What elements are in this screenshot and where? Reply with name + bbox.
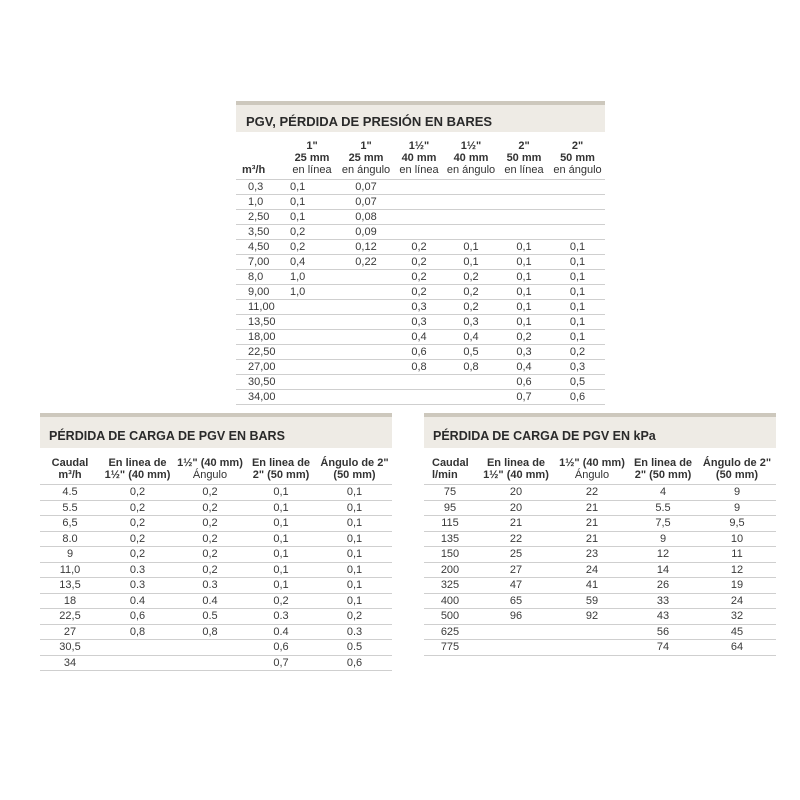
- table-row: [236, 285, 605, 300]
- loss-cell: [394, 180, 444, 195]
- flow-cell: 135: [424, 531, 476, 547]
- loss-cell: 12: [698, 562, 776, 578]
- flow-cell: 775: [424, 640, 476, 656]
- loss-cell: [498, 195, 550, 210]
- loss-cell: 0,1: [245, 531, 317, 547]
- column-header: 1" 25 mm en línea: [292, 140, 332, 176]
- loss-cell: 25: [476, 547, 556, 563]
- loss-cell: 0,1: [550, 270, 605, 285]
- loss-cell: 7,5: [628, 516, 698, 532]
- pressure-loss-kpa-title: PÉRDIDA DE CARGA DE PGV EN kPa: [424, 413, 776, 448]
- loss-cell: 0,2: [100, 531, 175, 547]
- loss-cell: 21: [556, 500, 628, 516]
- loss-cell: 96: [476, 609, 556, 625]
- flow-cell: 11,0: [40, 562, 100, 578]
- loss-cell: 0.3: [100, 578, 175, 594]
- loss-cell: 0,1: [286, 195, 338, 210]
- column-header: En linea de 2" (50 mm): [633, 457, 693, 481]
- loss-cell: 0,2: [100, 547, 175, 563]
- loss-cell: 0,6: [100, 609, 175, 625]
- table-row: [236, 300, 605, 315]
- loss-cell: 64: [698, 640, 776, 656]
- loss-cell: 0,2: [175, 562, 245, 578]
- table-row: [424, 593, 776, 609]
- loss-cell: [338, 390, 394, 405]
- loss-cell: 65: [476, 593, 556, 609]
- loss-cell: 0,8: [100, 624, 175, 640]
- table-row: [40, 500, 392, 516]
- loss-cell: 0,8: [444, 360, 498, 375]
- flow-cell: 625: [424, 624, 476, 640]
- loss-cell: 0,4: [444, 330, 498, 345]
- loss-cell: [338, 315, 394, 330]
- loss-cell: 0,1: [317, 516, 392, 532]
- table-row: [424, 500, 776, 516]
- pressure-loss-bars-panel: [40, 413, 392, 671]
- table-row: [40, 655, 392, 671]
- loss-cell: 21: [556, 531, 628, 547]
- loss-cell: [444, 195, 498, 210]
- loss-cell: 0,1: [245, 562, 317, 578]
- loss-cell: 24: [698, 593, 776, 609]
- loss-cell: 0,2: [444, 270, 498, 285]
- loss-cell: 5.5: [628, 500, 698, 516]
- table-row: [424, 531, 776, 547]
- header-row: [424, 457, 776, 485]
- flow-cell: 34,00: [236, 390, 286, 405]
- loss-cell: 0,1: [245, 500, 317, 516]
- loss-cell: 0,2: [286, 240, 338, 255]
- loss-cell: 0,08: [338, 210, 394, 225]
- pressure-loss-bares-panel: [236, 101, 605, 405]
- loss-cell: 0,1: [444, 255, 498, 270]
- loss-cell: 0.3: [175, 578, 245, 594]
- flow-cell: 9: [40, 547, 100, 563]
- flow-cell: 6,5: [40, 516, 100, 532]
- loss-cell: 92: [556, 609, 628, 625]
- loss-cell: 0,1: [550, 285, 605, 300]
- flow-cell: 13,5: [40, 578, 100, 594]
- flow-cell: 115: [424, 516, 476, 532]
- table-row: [236, 390, 605, 405]
- flow-cell: 13,50: [236, 315, 286, 330]
- flow-cell: 22,50: [236, 345, 286, 360]
- loss-cell: [444, 180, 498, 195]
- loss-cell: 4: [628, 485, 698, 501]
- table-row: [40, 547, 392, 563]
- loss-cell: 0.5: [175, 609, 245, 625]
- loss-cell: 0,2: [175, 500, 245, 516]
- loss-cell: [476, 624, 556, 640]
- column-header: Ángulo de 2" (50 mm): [320, 457, 389, 481]
- loss-cell: 0,1: [286, 180, 338, 195]
- table-row: [236, 345, 605, 360]
- loss-cell: [338, 360, 394, 375]
- loss-cell: 0,1: [317, 485, 392, 501]
- flow-cell: 4,50: [236, 240, 286, 255]
- loss-cell: 0,1: [498, 270, 550, 285]
- loss-cell: 19: [698, 578, 776, 594]
- table-row: [424, 578, 776, 594]
- loss-cell: 12: [628, 547, 698, 563]
- loss-cell: [394, 195, 444, 210]
- loss-cell: 0,4: [498, 360, 550, 375]
- table-row: [424, 609, 776, 625]
- flow-cell: 325: [424, 578, 476, 594]
- table-row: [40, 578, 392, 594]
- loss-cell: [394, 390, 444, 405]
- column-header: En linea de 1½" (40 mm): [483, 457, 549, 481]
- table-row: [424, 562, 776, 578]
- loss-cell: 56: [628, 624, 698, 640]
- loss-cell: 24: [556, 562, 628, 578]
- loss-cell: 0,1: [245, 547, 317, 563]
- loss-cell: 0,1: [498, 255, 550, 270]
- loss-cell: 0,2: [175, 547, 245, 563]
- loss-cell: [394, 375, 444, 390]
- loss-cell: [338, 375, 394, 390]
- table-row: [424, 624, 776, 640]
- loss-cell: 0,09: [338, 225, 394, 240]
- flow-cell: 27,00: [236, 360, 286, 375]
- loss-cell: 0,6: [498, 375, 550, 390]
- loss-cell: 32: [698, 609, 776, 625]
- table-row: [236, 255, 605, 270]
- loss-cell: 0,1: [245, 578, 317, 594]
- column-header: m³/h: [242, 164, 266, 176]
- table-row: [236, 240, 605, 255]
- flow-cell: 95: [424, 500, 476, 516]
- loss-cell: 11: [698, 547, 776, 563]
- loss-cell: [444, 375, 498, 390]
- loss-cell: [338, 345, 394, 360]
- loss-cell: [550, 210, 605, 225]
- flow-cell: 2,50: [236, 210, 286, 225]
- loss-cell: 0,2: [175, 531, 245, 547]
- loss-cell: 0,1: [245, 516, 317, 532]
- table-row: [40, 593, 392, 609]
- loss-cell: 0,1: [550, 300, 605, 315]
- loss-cell: 0,1: [317, 562, 392, 578]
- loss-cell: 0,3: [550, 360, 605, 375]
- loss-cell: 0,2: [444, 300, 498, 315]
- table-row: [40, 516, 392, 532]
- flow-cell: 200: [424, 562, 476, 578]
- loss-cell: 0,1: [286, 210, 338, 225]
- loss-cell: 0,1: [498, 300, 550, 315]
- loss-cell: 0,2: [175, 485, 245, 501]
- loss-cell: 0,2: [100, 485, 175, 501]
- loss-cell: [338, 270, 394, 285]
- loss-cell: 0,4: [286, 255, 338, 270]
- flow-cell: 30,5: [40, 640, 100, 656]
- loss-cell: 43: [628, 609, 698, 625]
- loss-cell: 0,07: [338, 180, 394, 195]
- loss-cell: 0.4: [100, 593, 175, 609]
- column-header: 1½" (40 mm) Ángulo: [177, 457, 243, 481]
- table-row: [40, 485, 392, 501]
- table-row: [424, 547, 776, 563]
- loss-cell: 45: [698, 624, 776, 640]
- loss-cell: [286, 360, 338, 375]
- table-row: [40, 531, 392, 547]
- pressure-loss-bares-body: [236, 180, 605, 405]
- loss-cell: 0,1: [498, 240, 550, 255]
- flow-cell: 3,50: [236, 225, 286, 240]
- loss-cell: 0,7: [498, 390, 550, 405]
- loss-cell: [286, 390, 338, 405]
- loss-cell: [286, 330, 338, 345]
- loss-cell: 0,8: [175, 624, 245, 640]
- loss-cell: 0,7: [245, 655, 317, 671]
- loss-cell: 0,2: [394, 240, 444, 255]
- table-row: [40, 624, 392, 640]
- loss-cell: 20: [476, 485, 556, 501]
- flow-cell: 400: [424, 593, 476, 609]
- loss-cell: 26: [628, 578, 698, 594]
- loss-cell: 0,2: [100, 516, 175, 532]
- table-row: [40, 640, 392, 656]
- loss-cell: 22: [476, 531, 556, 547]
- loss-cell: 0,2: [444, 285, 498, 300]
- flow-cell: 0,3: [236, 180, 286, 195]
- loss-cell: 0,3: [394, 300, 444, 315]
- column-header: 1½" 40 mm en ángulo: [446, 140, 496, 176]
- loss-cell: 0,3: [498, 345, 550, 360]
- flow-cell: 150: [424, 547, 476, 563]
- flow-cell: 4.5: [40, 485, 100, 501]
- loss-cell: 0,1: [317, 531, 392, 547]
- loss-cell: 0,6: [317, 655, 392, 671]
- loss-cell: 23: [556, 547, 628, 563]
- table-row: [236, 195, 605, 210]
- loss-cell: 1,0: [286, 285, 338, 300]
- loss-cell: 1,0: [286, 270, 338, 285]
- pressure-loss-kpa-body: [424, 485, 776, 656]
- loss-cell: 0,1: [317, 500, 392, 516]
- flow-cell: 9,00: [236, 285, 286, 300]
- loss-cell: [286, 345, 338, 360]
- loss-cell: 0,2: [317, 609, 392, 625]
- loss-cell: 0,1: [444, 240, 498, 255]
- flow-cell: 27: [40, 624, 100, 640]
- pressure-loss-bars-table: [40, 457, 392, 671]
- loss-cell: [550, 225, 605, 240]
- loss-cell: 0,2: [245, 593, 317, 609]
- loss-cell: [175, 655, 245, 671]
- flow-cell: 7,00: [236, 255, 286, 270]
- table-row: [236, 180, 605, 195]
- column-header: 1½" (40 mm) Ángulo: [559, 457, 625, 481]
- loss-cell: 0,6: [245, 640, 317, 656]
- loss-cell: 10: [698, 531, 776, 547]
- table-row: [236, 375, 605, 390]
- loss-cell: [100, 655, 175, 671]
- loss-cell: 21: [556, 516, 628, 532]
- loss-cell: [100, 640, 175, 656]
- flow-cell: 11,00: [236, 300, 286, 315]
- loss-cell: [498, 210, 550, 225]
- loss-cell: 0.4: [175, 593, 245, 609]
- loss-cell: 0,3: [444, 315, 498, 330]
- flow-cell: 5.5: [40, 500, 100, 516]
- table-row: [236, 360, 605, 375]
- loss-cell: 0,1: [550, 255, 605, 270]
- pressure-loss-bares-title: PGV, PÉRDIDA DE PRESIÓN EN BARES: [236, 101, 605, 132]
- flow-cell: 18,00: [236, 330, 286, 345]
- flow-cell: 75: [424, 485, 476, 501]
- loss-cell: 0,8: [394, 360, 444, 375]
- loss-cell: 0.3: [245, 609, 317, 625]
- loss-cell: [286, 375, 338, 390]
- column-header: 1½" 40 mm en línea: [399, 140, 439, 176]
- loss-cell: [394, 225, 444, 240]
- loss-cell: 0.5: [317, 640, 392, 656]
- loss-cell: 0,6: [394, 345, 444, 360]
- column-header: En linea de 1½" (40 mm): [104, 457, 171, 481]
- loss-cell: 22: [556, 485, 628, 501]
- table-row: [40, 609, 392, 625]
- column-header: En linea de 2" (50 mm): [251, 457, 311, 481]
- loss-cell: [175, 640, 245, 656]
- loss-cell: 0,22: [338, 255, 394, 270]
- loss-cell: 0,2: [498, 330, 550, 345]
- loss-cell: 0.4: [245, 624, 317, 640]
- table-row: [424, 516, 776, 532]
- loss-cell: 0,4: [394, 330, 444, 345]
- loss-cell: 0,1: [550, 330, 605, 345]
- loss-cell: 0,1: [317, 547, 392, 563]
- flow-cell: 22,5: [40, 609, 100, 625]
- loss-cell: 0,3: [394, 315, 444, 330]
- loss-cell: 0,2: [286, 225, 338, 240]
- flow-cell: 8.0: [40, 531, 100, 547]
- table-row: [424, 640, 776, 656]
- header-row: [236, 140, 605, 180]
- loss-cell: 9: [628, 531, 698, 547]
- pressure-loss-kpa-panel: [424, 413, 776, 656]
- loss-cell: 0,5: [444, 345, 498, 360]
- loss-cell: [476, 640, 556, 656]
- loss-cell: [444, 225, 498, 240]
- flow-cell: 34: [40, 655, 100, 671]
- pressure-loss-bars-title: PÉRDIDA DE CARGA DE PGV EN BARS: [40, 413, 392, 448]
- loss-cell: 41: [556, 578, 628, 594]
- loss-cell: 0,1: [550, 240, 605, 255]
- table-row: [236, 315, 605, 330]
- loss-cell: [556, 640, 628, 656]
- table-row: [40, 562, 392, 578]
- loss-cell: [338, 300, 394, 315]
- loss-cell: 0,1: [317, 593, 392, 609]
- table-row: [424, 485, 776, 501]
- loss-cell: [286, 300, 338, 315]
- loss-cell: 0,07: [338, 195, 394, 210]
- loss-cell: 0,2: [100, 500, 175, 516]
- loss-cell: 59: [556, 593, 628, 609]
- loss-cell: [444, 210, 498, 225]
- pressure-loss-bares-table: [236, 140, 605, 405]
- flow-cell: 18: [40, 593, 100, 609]
- loss-cell: 0,2: [550, 345, 605, 360]
- loss-cell: [394, 210, 444, 225]
- column-header: 2" 50 mm en ángulo: [553, 140, 602, 176]
- loss-cell: 0,6: [550, 390, 605, 405]
- loss-cell: [550, 180, 605, 195]
- loss-cell: 21: [476, 516, 556, 532]
- loss-cell: 27: [476, 562, 556, 578]
- flow-cell: 1,0: [236, 195, 286, 210]
- table-row: [236, 330, 605, 345]
- loss-cell: 0,1: [317, 578, 392, 594]
- loss-cell: 0,2: [394, 285, 444, 300]
- loss-cell: 0,1: [498, 315, 550, 330]
- loss-cell: [338, 285, 394, 300]
- loss-cell: 47: [476, 578, 556, 594]
- loss-cell: 9,5: [698, 516, 776, 532]
- loss-cell: 0,1: [550, 315, 605, 330]
- loss-cell: 0,1: [245, 485, 317, 501]
- column-header: 2" 50 mm en línea: [504, 140, 544, 176]
- loss-cell: [550, 195, 605, 210]
- loss-cell: [286, 315, 338, 330]
- loss-cell: [444, 390, 498, 405]
- column-header: Caudal l/min: [432, 457, 469, 481]
- table-row: [236, 225, 605, 240]
- table-row: [236, 210, 605, 225]
- table-row: [236, 270, 605, 285]
- flow-cell: 30,50: [236, 375, 286, 390]
- header-row: [40, 457, 392, 485]
- loss-cell: 0.3: [100, 562, 175, 578]
- loss-cell: 9: [698, 485, 776, 501]
- loss-cell: 0,1: [498, 285, 550, 300]
- loss-cell: 0,2: [394, 270, 444, 285]
- pressure-loss-kpa-table: [424, 457, 776, 656]
- column-header: 1" 25 mm en ángulo: [341, 140, 391, 176]
- loss-cell: 20: [476, 500, 556, 516]
- loss-cell: 74: [628, 640, 698, 656]
- loss-cell: [556, 624, 628, 640]
- flow-cell: 500: [424, 609, 476, 625]
- loss-cell: 0,12: [338, 240, 394, 255]
- loss-cell: 0,2: [394, 255, 444, 270]
- column-header: Caudal m³/h: [51, 457, 89, 481]
- column-header: Ángulo de 2" (50 mm): [702, 457, 772, 481]
- loss-cell: 9: [698, 500, 776, 516]
- loss-cell: [498, 225, 550, 240]
- loss-cell: [498, 180, 550, 195]
- loss-cell: 14: [628, 562, 698, 578]
- flow-cell: 8,0: [236, 270, 286, 285]
- loss-cell: [338, 330, 394, 345]
- loss-cell: 0,5: [550, 375, 605, 390]
- loss-cell: 33: [628, 593, 698, 609]
- loss-cell: 0,2: [175, 516, 245, 532]
- pressure-loss-bars-body: [40, 485, 392, 671]
- loss-cell: 0.3: [317, 624, 392, 640]
